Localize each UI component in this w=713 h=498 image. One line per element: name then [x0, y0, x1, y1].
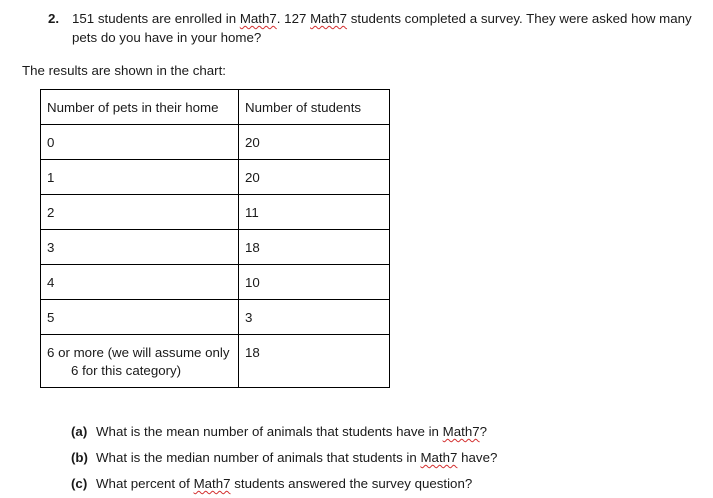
students-cell: 18 [239, 335, 390, 388]
question-text-line1 [72, 11, 692, 26]
question-text-line2: pets do you have in your home? [72, 30, 262, 45]
course-name: Math7 [442, 424, 480, 439]
students-cell: 3 [239, 300, 390, 335]
subquestion-text: What is the median number of animals that students in [96, 450, 421, 465]
course-name: Math7 [193, 476, 231, 491]
subquestion-c [71, 476, 472, 491]
subquestion-a [71, 424, 487, 439]
pets-cell: 0 [41, 125, 239, 160]
subquestion-label: (b) [71, 450, 88, 465]
subquestion-text: What is the mean number of animals that students have in [96, 424, 443, 439]
table-row [41, 195, 390, 230]
course-name: Math7 [420, 450, 458, 465]
subquestion-label: (c) [71, 476, 88, 491]
pets-table [40, 89, 390, 388]
subquestion-text: have? [457, 450, 498, 465]
pets-cell: 1 [41, 160, 239, 195]
subquestion-label: (a) [71, 424, 88, 439]
course-name: Math7 [310, 11, 348, 26]
table-row [41, 160, 390, 195]
table-row [41, 335, 390, 388]
students-cell: 18 [239, 230, 390, 265]
table-row [41, 300, 390, 335]
subquestion-text: students answered the survey question? [230, 476, 473, 491]
pets-cell: 3 [41, 230, 239, 265]
question-number: 2. [48, 11, 60, 26]
students-cell: 20 [239, 125, 390, 160]
results-intro: The results are shown in the chart: [22, 63, 226, 78]
question-text-part: . 127 [276, 11, 311, 26]
pets-cell: 2 [41, 195, 239, 230]
subquestion-text: What percent of [96, 476, 194, 491]
subquestion-b [71, 450, 497, 465]
pets-cell-line1: 6 or more (we will assume only [47, 345, 230, 360]
students-cell: 20 [239, 160, 390, 195]
students-cell: 10 [239, 265, 390, 300]
table-row [41, 265, 390, 300]
students-cell: 11 [239, 195, 390, 230]
header-pets: Number of pets in their home [41, 90, 239, 125]
pets-cell: 4 [41, 265, 239, 300]
pets-cell [41, 335, 239, 388]
pets-cell: 5 [41, 300, 239, 335]
question-text-part: students completed a survey. They were asked how many [347, 11, 692, 26]
course-name: Math7 [239, 11, 277, 26]
subquestion-text: ? [479, 424, 488, 439]
question-text-part: 151 students are enrolled in [72, 11, 240, 26]
table-header-row [41, 90, 390, 125]
header-students: Number of students [239, 90, 390, 125]
pets-cell-line2: 6 for this category) [71, 363, 182, 378]
table-row [41, 230, 390, 265]
table-row [41, 125, 390, 160]
